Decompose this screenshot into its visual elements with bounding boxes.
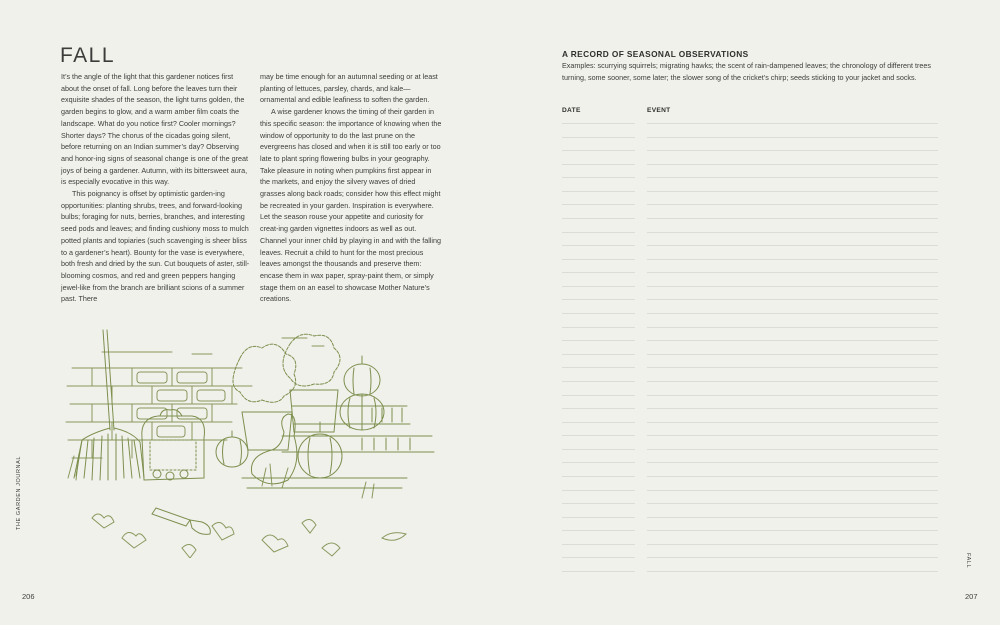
event-entry-line[interactable] bbox=[647, 490, 938, 491]
event-entry-line[interactable] bbox=[647, 462, 938, 463]
date-entry-line[interactable] bbox=[562, 218, 635, 219]
event-entry-line[interactable] bbox=[647, 299, 938, 300]
date-entry-line[interactable] bbox=[562, 177, 635, 178]
date-entry-line[interactable] bbox=[562, 232, 635, 233]
date-entry-line[interactable] bbox=[562, 123, 635, 124]
date-entry-line[interactable] bbox=[562, 340, 635, 341]
event-entry-line[interactable] bbox=[647, 245, 938, 246]
paragraph: This poignancy is offset by optimistic garden-ing opportunities: planting shrubs, trees, and forward-looking bulbs; foraging for nuts, berries, branches, and interesting seed pods and leaves; and finding cushiony moss to mulch potted plants and topiaries (such scavenging is sheer bliss to a gardener’s heart). Bounty for the vase is everywhere, both fresh and dried by the sun. Cut bouquets of aster, still-blooming cosmos, and red and green peppers hanging jewel-like from the branch are brilliant scions of a summer past. There bbox=[61, 189, 250, 304]
event-entry-line[interactable] bbox=[647, 422, 938, 423]
event-entry-line[interactable] bbox=[647, 449, 938, 450]
event-entry-line[interactable] bbox=[647, 204, 938, 205]
event-entry-line[interactable] bbox=[647, 191, 938, 192]
paragraph: A wise gardener knows the timing of their garden in this specific season: the importance of knowing when the window of opportunity to do the last prune on the evergreens has closed and when it is still too early or too late to plant spring flowering bulbs in your geography. Take pleasure in noting when pumpkins first appear in the markets, and enjoy the silvery waves of dried grasses along back roads; consider how this effect might be recreated in your garden. Inspiration is everywhere. Let the season rouse your appetite and curiosity for creat-ing garden vignettes indoors as well as out. Channel your inner child by playing in and with the falling leaves. Recruit a child to hunt for the most precious leaves amongst the thousands and preserve them: encase them in wax paper, spray-paint them, or simply stage them on an easel to showcase Mother Nature’s creations. bbox=[260, 107, 442, 304]
date-entry-line[interactable] bbox=[562, 544, 635, 545]
event-entry-line[interactable] bbox=[647, 557, 938, 558]
event-entry-line[interactable] bbox=[647, 313, 938, 314]
date-entry-line[interactable] bbox=[562, 327, 635, 328]
event-entry-line[interactable] bbox=[647, 137, 938, 138]
date-entry-line[interactable] bbox=[562, 137, 635, 138]
date-entry-line[interactable] bbox=[562, 408, 635, 409]
leaves-icon bbox=[68, 454, 406, 558]
record-heading: A RECORD OF SEASONAL OBSERVATIONS bbox=[562, 49, 749, 59]
event-entry-line[interactable] bbox=[647, 327, 938, 328]
date-entry-line[interactable] bbox=[562, 150, 635, 151]
potted-shrub-icon bbox=[233, 334, 340, 450]
date-entry-line[interactable] bbox=[562, 354, 635, 355]
event-entry-line[interactable] bbox=[647, 164, 938, 165]
event-entry-line[interactable] bbox=[647, 503, 938, 504]
event-entry-line[interactable] bbox=[647, 232, 938, 233]
garden-illustration bbox=[62, 328, 442, 558]
date-entry-line[interactable] bbox=[562, 381, 635, 382]
body-column-1 bbox=[61, 71, 251, 305]
jar-icon bbox=[142, 410, 205, 480]
date-entry-line[interactable] bbox=[562, 286, 635, 287]
date-entry-line[interactable] bbox=[562, 571, 635, 572]
event-entry-line[interactable] bbox=[647, 435, 938, 436]
event-entry-line[interactable] bbox=[647, 354, 938, 355]
date-entry-line[interactable] bbox=[562, 557, 635, 558]
date-entry-line[interactable] bbox=[562, 435, 635, 436]
trowel-icon bbox=[152, 508, 210, 534]
event-entry-line[interactable] bbox=[647, 544, 938, 545]
event-entry-line[interactable] bbox=[647, 381, 938, 382]
page-title: FALL bbox=[60, 44, 116, 67]
date-entry-line[interactable] bbox=[562, 204, 635, 205]
date-entry-line[interactable] bbox=[562, 530, 635, 531]
page-number: 207 bbox=[965, 592, 978, 601]
date-entry-line[interactable] bbox=[562, 299, 635, 300]
paragraph: It’s the angle of the light that this gardener notices first about the onset of fall. Long before the leaves turn their exquisite shades of the season, the light turns golden, the garden begins to glow, and a warm amber film coats the landscape. What do you notice first? Cooler mornings? Shorter days? The chorus of the cicadas going silent, before returning on an Indian summer’s day? Observing and honor-ing signs of seasonal change is one of the great joys of being a gardener. Autumn, with its bittersweet aura, is especially evocative in this way. bbox=[61, 72, 249, 187]
event-entry-line[interactable] bbox=[647, 408, 938, 409]
event-entry-line[interactable] bbox=[647, 367, 938, 368]
date-entry-line[interactable] bbox=[562, 164, 635, 165]
running-head-section: FALL bbox=[965, 553, 971, 569]
paragraph: may be time enough for an autumnal seeding or at least planting of lettuces, parsley, chards, and kale—ornamental and edible leafiness to soften the garden. bbox=[260, 72, 438, 105]
event-entry-line[interactable] bbox=[647, 340, 938, 341]
date-entry-line[interactable] bbox=[562, 245, 635, 246]
event-entry-line[interactable] bbox=[647, 272, 938, 273]
date-entry-line[interactable] bbox=[562, 395, 635, 396]
date-entry-line[interactable] bbox=[562, 490, 635, 491]
page-number: 206 bbox=[22, 592, 35, 601]
date-entry-line[interactable] bbox=[562, 462, 635, 463]
event-entry-line[interactable] bbox=[647, 218, 938, 219]
event-entry-line[interactable] bbox=[647, 259, 938, 260]
event-column-header: EVENT bbox=[647, 107, 671, 114]
date-column-header: DATE bbox=[562, 107, 581, 114]
date-entry-line[interactable] bbox=[562, 449, 635, 450]
date-entry-line[interactable] bbox=[562, 272, 635, 273]
event-entry-line[interactable] bbox=[647, 476, 938, 477]
date-entry-line[interactable] bbox=[562, 503, 635, 504]
date-entry-line[interactable] bbox=[562, 259, 635, 260]
running-head-book-title: THE GARDEN JOURNAL bbox=[16, 455, 22, 530]
event-entry-line[interactable] bbox=[647, 517, 938, 518]
event-entry-line[interactable] bbox=[647, 571, 938, 572]
date-entry-line[interactable] bbox=[562, 517, 635, 518]
event-entry-line[interactable] bbox=[647, 177, 938, 178]
event-entry-line[interactable] bbox=[647, 123, 938, 124]
event-entry-line[interactable] bbox=[647, 530, 938, 531]
date-entry-line[interactable] bbox=[562, 367, 635, 368]
date-entry-line[interactable] bbox=[562, 422, 635, 423]
date-entry-line[interactable] bbox=[562, 191, 635, 192]
pumpkin-icon bbox=[216, 356, 384, 478]
body-column-2 bbox=[260, 71, 442, 305]
event-entry-line[interactable] bbox=[647, 395, 938, 396]
date-entry-line[interactable] bbox=[562, 313, 635, 314]
gourd-icon bbox=[251, 414, 296, 484]
date-entry-line[interactable] bbox=[562, 476, 635, 477]
record-description: Examples: scurrying squirrels; migrating hawks; the scent of rain-dampened leaves; the chronology of different trees turning, some sooner, some later; the slower song of the cricket’s chirp; seeds sticking to your jacket and socks. bbox=[562, 61, 932, 82]
event-entry-line[interactable] bbox=[647, 150, 938, 151]
event-entry-line[interactable] bbox=[647, 286, 938, 287]
